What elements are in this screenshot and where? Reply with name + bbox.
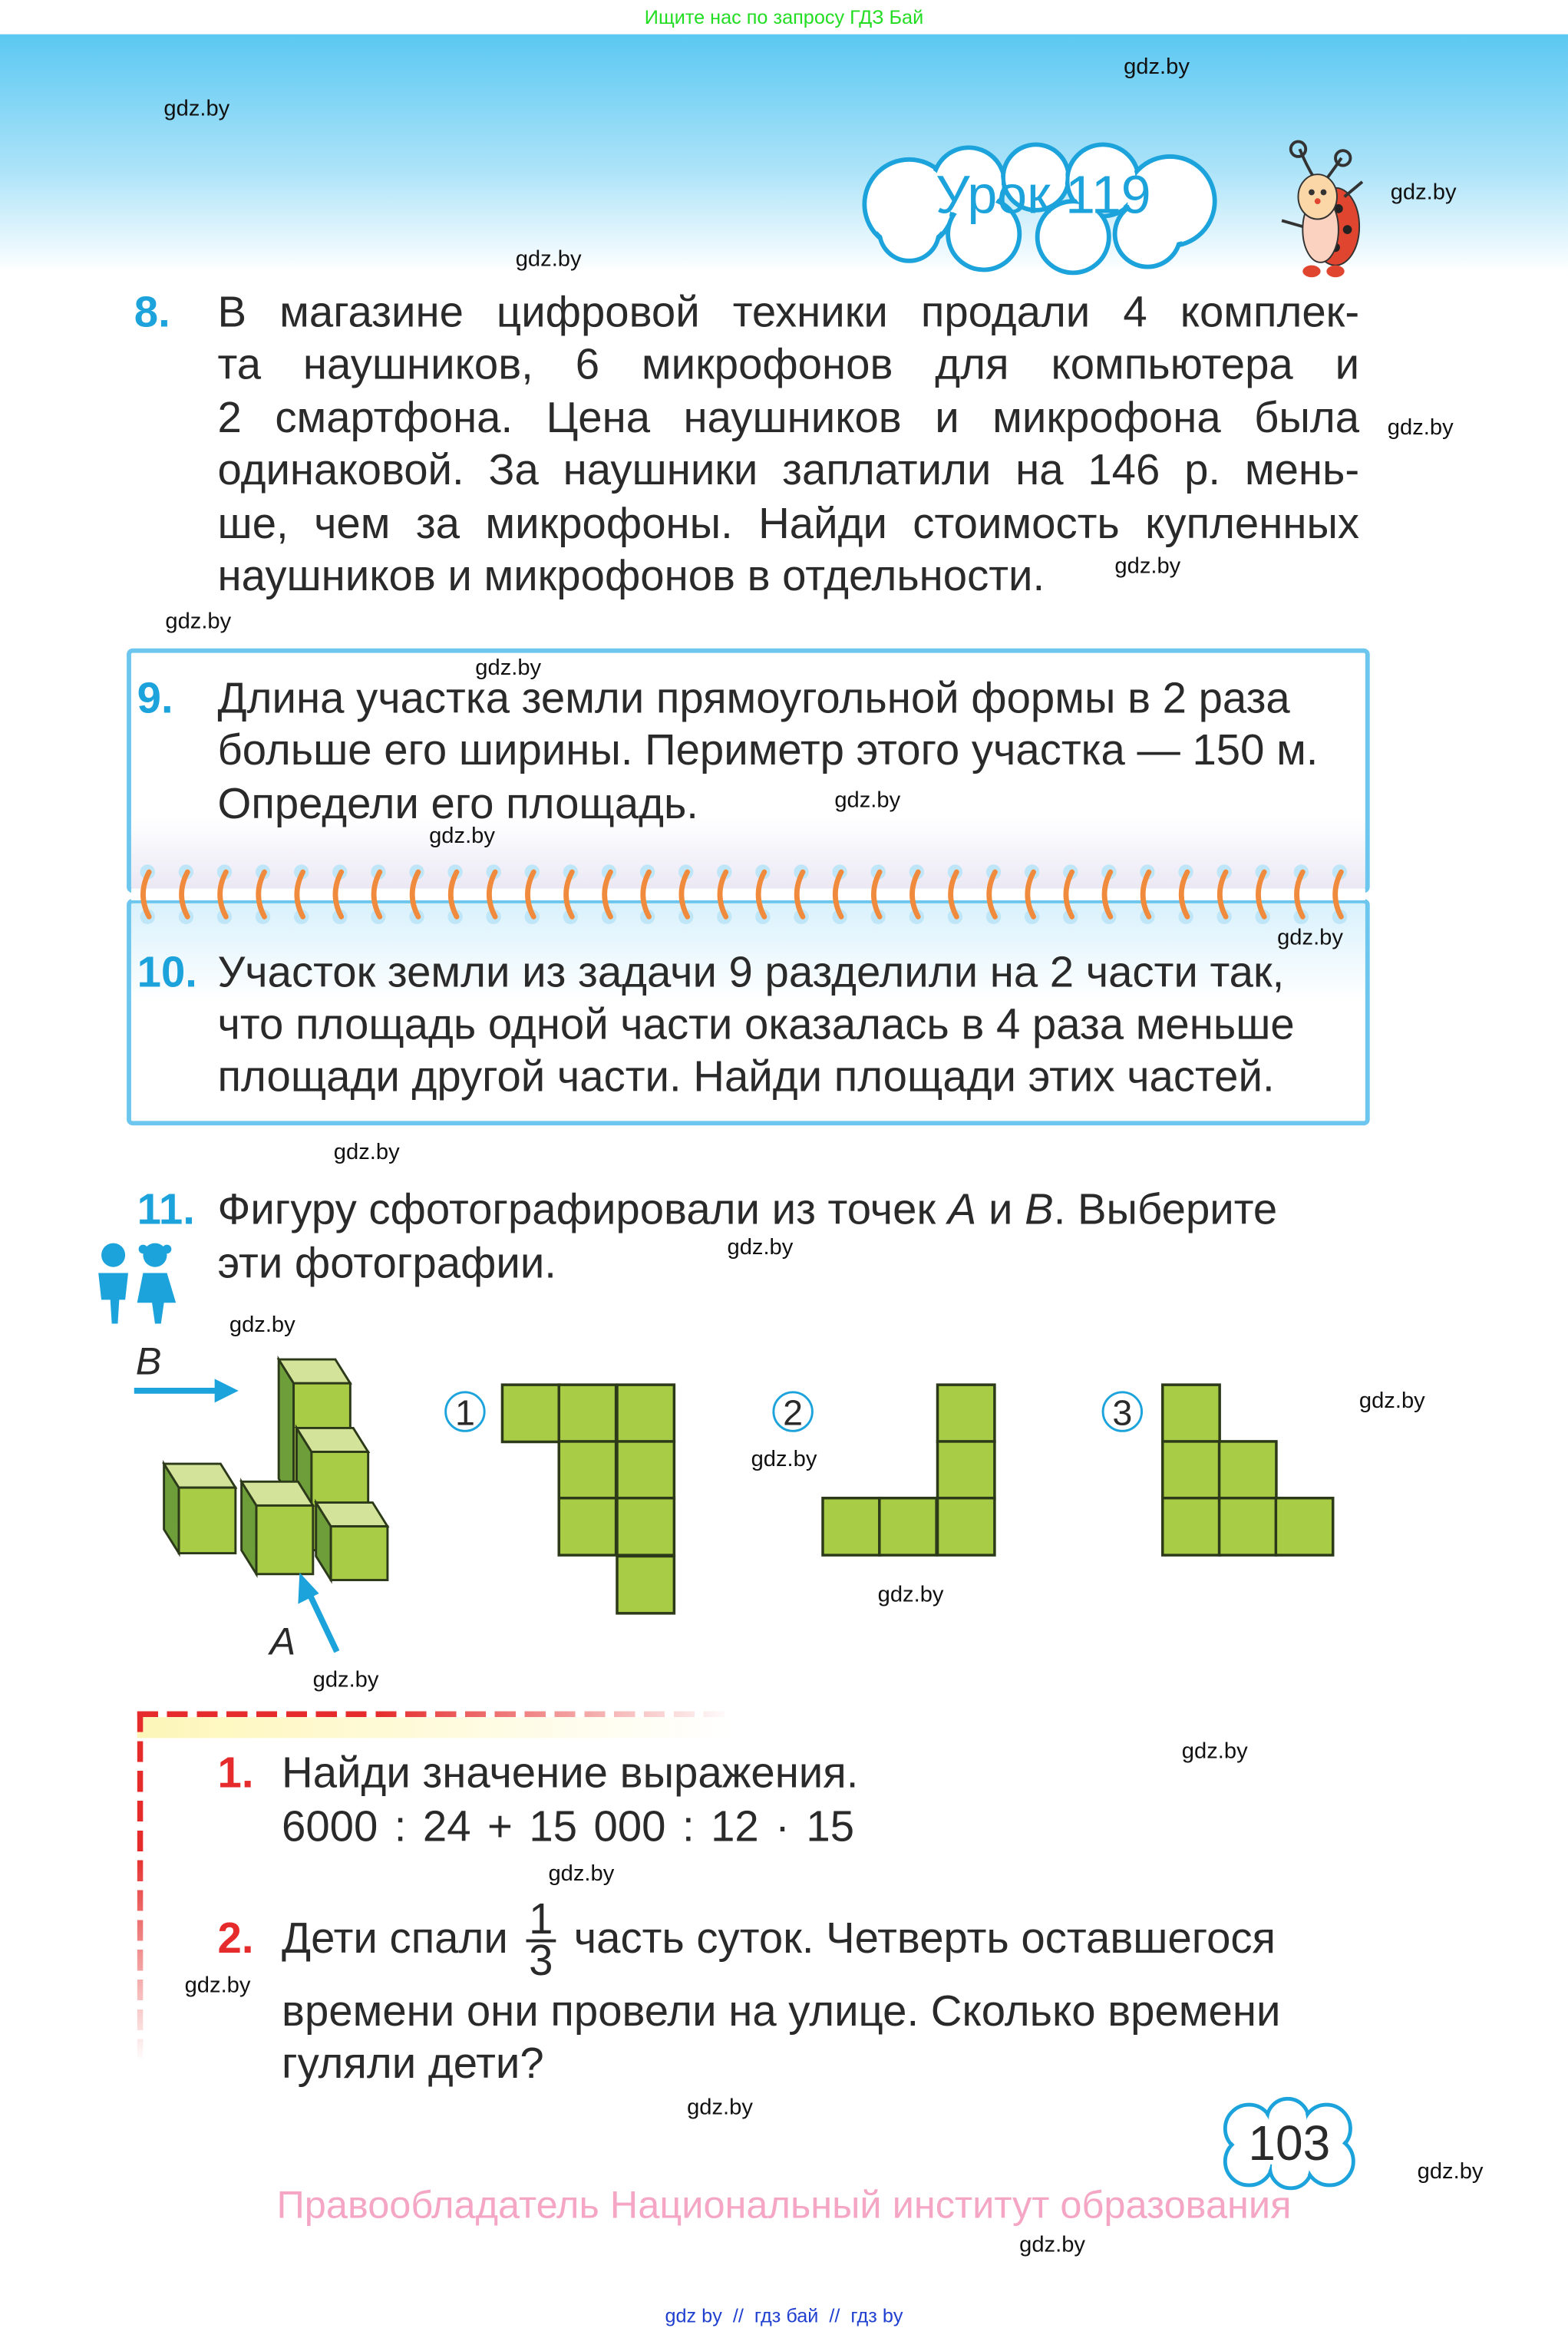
- numerator: 1: [526, 1901, 556, 1943]
- text: Фигуру сфотографировали из точек: [217, 1186, 948, 1234]
- view-cell: [938, 1441, 995, 1498]
- view-cell: [938, 1498, 995, 1555]
- option-3-label[interactable]: 3: [1112, 1392, 1133, 1433]
- view-cell: [617, 1498, 674, 1555]
- arrow-a-icon: [309, 1592, 337, 1652]
- watermark: gdz.by: [751, 1446, 817, 1472]
- text: и: [976, 1186, 1025, 1234]
- watermark: gdz.by: [727, 1234, 794, 1260]
- task-9-line: больше его ширины. Периметр этого участка — 150 м.: [217, 727, 1319, 775]
- text: . Выберите: [1053, 1186, 1278, 1234]
- view-cell: [938, 1385, 995, 1441]
- review-border-top: [137, 1711, 734, 1717]
- watermark: gdz.by: [1358, 1388, 1425, 1414]
- review-task-2-line: гуляли дети?: [282, 2040, 544, 2089]
- view-cell: [617, 1441, 674, 1498]
- review-task-1-expression: 6000 : 24 + 15 000 : 12 · 15: [282, 1803, 855, 1851]
- text: часть суток. Четверть оставшегося: [573, 1915, 1276, 1963]
- task-8-line: 2 смартфона. Цена наушников и микрофона была: [217, 395, 1360, 443]
- task-11-number: 11.: [137, 1186, 195, 1234]
- view-cell: [502, 1385, 559, 1441]
- watermark: gdz.by: [229, 1312, 295, 1338]
- copyright-text: Правообладатель Национальный институт образования: [276, 2182, 1292, 2227]
- watermark: gdz.by: [1387, 414, 1454, 441]
- review-task-2-number: 2.: [217, 1915, 254, 1963]
- task-9-line: Определи его площадь.: [217, 781, 698, 829]
- cube-front: [256, 1505, 313, 1574]
- ladybug-icon: [1270, 137, 1375, 280]
- text: Дети спали: [282, 1915, 508, 1963]
- task-9-number: 9.: [137, 675, 173, 723]
- view-cell: [1163, 1498, 1220, 1555]
- watermark: gdz.by: [475, 655, 542, 681]
- notebook-spiral-icon: [0, 861, 1568, 926]
- watermark: gdz.by: [1181, 1739, 1248, 1765]
- watermark: gdz.by: [515, 246, 582, 272]
- label-b: B: [135, 1339, 162, 1383]
- watermark: gdz.by: [429, 823, 495, 849]
- page-number: 103: [1248, 2115, 1331, 2171]
- watermark: gdz.by: [834, 788, 901, 814]
- review-task-2-line: времени они провели на улице. Сколько времени: [282, 1988, 1281, 2036]
- view-cell: [880, 1498, 936, 1555]
- cube-figure-diagram: [0, 1304, 1568, 1677]
- watermark: gdz.by: [1124, 54, 1190, 80]
- fraction: [526, 1896, 556, 1986]
- watermark: gdz.by: [548, 1861, 615, 1887]
- view-cell: [559, 1385, 616, 1441]
- view-cell: [559, 1441, 616, 1498]
- watermark: gdz.by: [1390, 180, 1457, 206]
- review-task-2-line: [282, 1893, 1276, 1985]
- watermark: gdz.by: [877, 1582, 944, 1608]
- view-cell: [1163, 1441, 1220, 1498]
- view-cell: [559, 1498, 616, 1555]
- task-9-line: Длина участка земли прямоугольной формы в 2 раза: [217, 675, 1290, 723]
- view-cell: [617, 1385, 674, 1441]
- view-cell: [823, 1498, 880, 1555]
- task-8-line: наушников и микрофонов в отдельности.: [217, 553, 1045, 601]
- watermark: gdz.by: [1019, 2232, 1085, 2258]
- watermark: gdz.by: [1277, 925, 1343, 951]
- view-cell: [617, 1556, 674, 1613]
- top-banner[interactable]: Ищите нас по запросу ГДЗ Бай: [0, 0, 1568, 35]
- cube-front: [331, 1527, 388, 1580]
- review-task-1-text: Найди значение выражения.: [282, 1749, 859, 1798]
- watermark: gdz.by: [312, 1667, 379, 1693]
- label-a: A: [269, 1619, 296, 1663]
- task-8-line: одинаковой. За наушники заплатили на 146 р. мень-: [217, 447, 1360, 495]
- watermark: gdz.by: [163, 96, 230, 122]
- point-b: B: [1025, 1186, 1054, 1234]
- task-10-line: площади другой части. Найди площади этих частей.: [217, 1053, 1275, 1102]
- point-a: A: [947, 1186, 977, 1234]
- review-task-1-number: 1.: [217, 1749, 254, 1798]
- task-11-line: [218, 1184, 1278, 1237]
- task-10-line: Участок земли из задачи 9 разделили на 2 части так,: [217, 949, 1285, 998]
- task-8-line: ше, чем за микрофоны. Найди стоимость купленных: [217, 500, 1360, 549]
- view-cell: [1220, 1498, 1276, 1555]
- arrow-a-head-icon: [298, 1573, 319, 1604]
- option-1-label[interactable]: 1: [454, 1392, 475, 1433]
- task-8-line: та наушников, 6 микрофонов для компьютера и: [217, 341, 1360, 389]
- arrow-b-head-icon: [215, 1379, 239, 1402]
- task-10-line: что площадь одной части оказалась в 4 раза меньше: [217, 1002, 1295, 1050]
- cube-front: [179, 1488, 236, 1553]
- denominator: 3: [529, 1938, 553, 1986]
- view-cell: [1220, 1441, 1276, 1498]
- review-highlight: [137, 1717, 734, 1738]
- option-2-label[interactable]: 2: [783, 1392, 804, 1433]
- review-border-left: [137, 1711, 144, 2061]
- view-cell: [1276, 1498, 1332, 1555]
- task-8-line: В магазине цифровой техники продали 4 комплек-: [217, 289, 1360, 337]
- lesson-title: Урок 119: [936, 163, 1151, 226]
- task-10-number: 10.: [137, 949, 197, 998]
- view-cell: [1163, 1385, 1220, 1441]
- watermark: gdz.by: [687, 2095, 753, 2121]
- watermark: gdz.by: [1417, 2158, 1484, 2185]
- watermark: gdz.by: [184, 1973, 251, 1999]
- watermark: gdz.by: [1114, 553, 1181, 580]
- task-8-number: 8.: [134, 289, 170, 337]
- footer-links[interactable]: gdz by // гдз бай // гдз by: [665, 2304, 903, 2327]
- task-11-line: эти фотографии.: [217, 1240, 556, 1288]
- watermark: gdz.by: [165, 609, 232, 635]
- watermark: gdz.by: [333, 1139, 400, 1165]
